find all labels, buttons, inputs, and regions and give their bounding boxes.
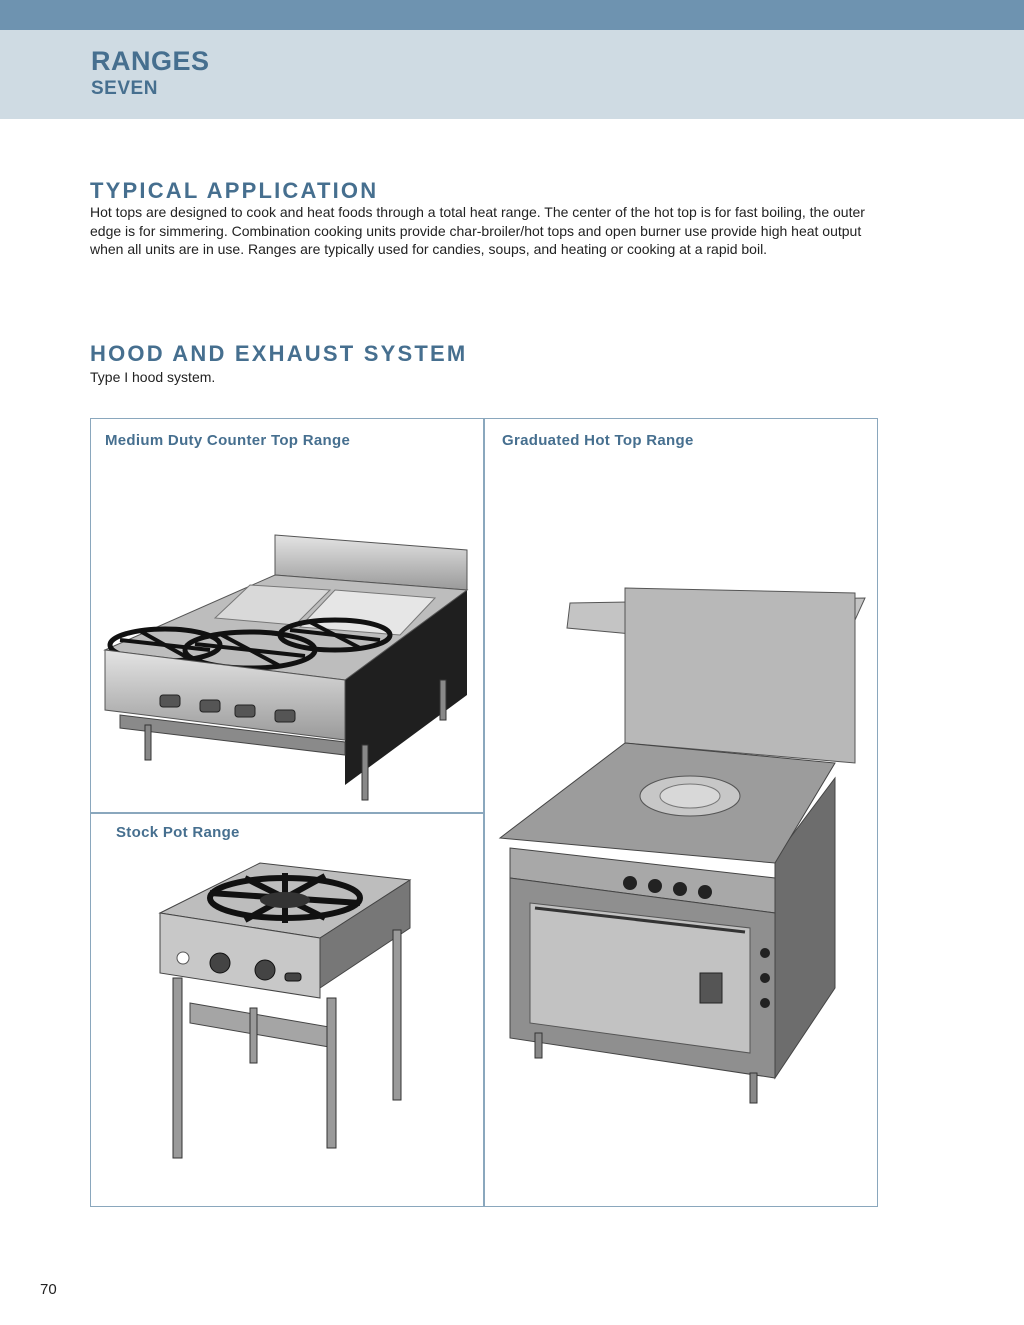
- hood-exhaust-heading: HOOD AND EXHAUST SYSTEM: [90, 341, 468, 366]
- top-color-bar: [0, 0, 1024, 30]
- typical-application-heading: TYPICAL APPLICATION: [90, 178, 379, 203]
- page-subtitle: SEVEN: [91, 78, 158, 99]
- hood-exhaust-text: Type I hood system.: [90, 369, 216, 385]
- stock-pot-range-label: Stock Pot Range: [116, 824, 240, 841]
- medium-duty-range-label: Medium Duty Counter Top Range: [105, 432, 351, 449]
- page-title: RANGES: [91, 46, 210, 76]
- graduated-hot-top-range-label: Graduated Hot Top Range: [502, 432, 694, 449]
- medium-duty-range-image: [100, 530, 475, 805]
- figure-divider-horizontal: [90, 812, 484, 814]
- page-number: 70: [40, 1281, 57, 1298]
- typical-application-text: Hot tops are designed to cook and heat foods through a total heat range. The center of the hot top is for fast boiling, the outer edge is for simmering. Combination cooking units provide char-broiler/hot tops and open burner use provide high heat output when all units are in use. Ranges are typically used for candies, soups, and heating or cooking at a rapid boil.: [90, 204, 865, 257]
- graduated-hot-top-range-image: [495, 578, 870, 1108]
- stock-pot-range-image: [155, 858, 415, 1163]
